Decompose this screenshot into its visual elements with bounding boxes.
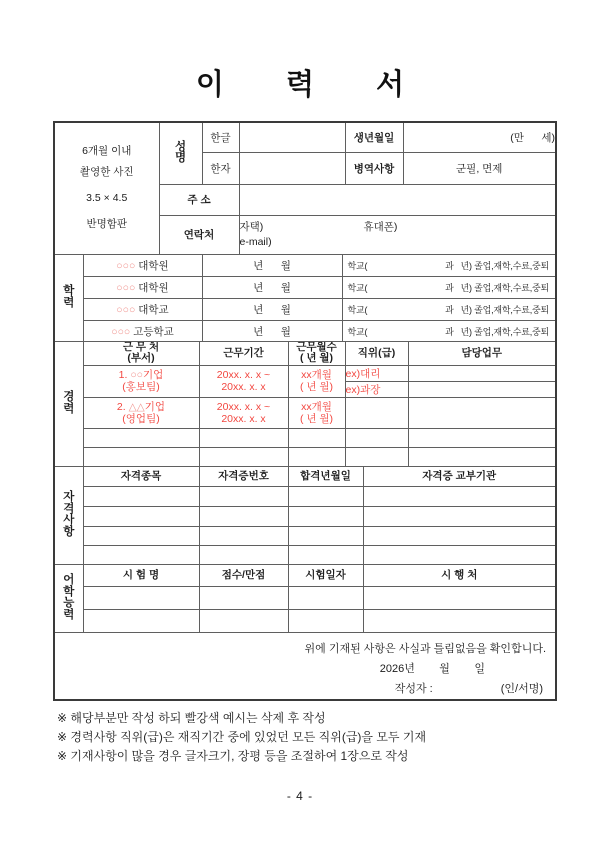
career-label: 경 력 [63, 391, 75, 415]
career-example-workplace: 2. △△기업 (영업팀) [83, 397, 199, 428]
career-empty-cell [288, 428, 345, 447]
education-status-options: 과 년) 졸업,재학,수료,중퇴 [445, 305, 549, 315]
military-label: 병역사항 [345, 152, 403, 184]
career-header-position: 직위(급) [345, 342, 408, 365]
footnote-line: ※ 경력사항 직위(급)은 재직기간 중에 있었던 모든 직위(급)을 모두 기재 [57, 730, 427, 744]
language-empty-cell [199, 609, 288, 632]
birthdate-field: (만 세) [403, 123, 555, 152]
education-section [55, 255, 555, 343]
language-empty-cell [83, 586, 199, 609]
education-school-cell [83, 277, 202, 299]
placeholder-circles: ○○○ [116, 282, 136, 294]
education-date-cell: 년 월 [202, 255, 342, 277]
hangul-label: 한글 [202, 123, 239, 152]
name-label-cell [159, 123, 202, 184]
photo-size-line: 3.5 × 4.5 [86, 192, 128, 205]
contact-home-label: 자택) [239, 220, 264, 233]
qualification-header-issuer: 자격증 교부기관 [363, 467, 555, 487]
career-empty-cell [345, 447, 408, 466]
contact-field [239, 215, 555, 254]
address-field [239, 184, 555, 215]
qualification-section [55, 467, 555, 566]
personal-info-section [55, 123, 555, 255]
qualification-label: 자 격 사 항 [63, 491, 75, 538]
language-header-date: 시험일자 [288, 565, 363, 586]
language-empty-cell [363, 609, 555, 632]
footnote-line: ※ 기재사항이 많을 경우 글자크기, 장평 등을 조절하여 1장으로 작성 [57, 749, 409, 763]
career-example-months: xx개월 ( 년 월) [288, 397, 345, 428]
hanja-label: 한자 [202, 152, 239, 184]
language-empty-cell [199, 586, 288, 609]
photo-instruction-line: 6개월 이내 [82, 145, 132, 158]
placeholder-circles: ○○○ [116, 259, 136, 272]
qualification-empty-cell [199, 507, 288, 527]
career-example-position-1: ex)대리 [345, 365, 408, 381]
confirmation-statement: 위에 기재된 사항은 사실과 틀림없음을 확인합니다. [304, 643, 546, 655]
career-empty-cell [199, 428, 288, 447]
career-section [55, 342, 555, 467]
career-example-period: 20xx. x. x ~ 20xx. x. x [199, 365, 288, 397]
qualification-empty-cell [363, 546, 555, 565]
qualification-header-number: 자격증번호 [199, 467, 288, 487]
contact-email-label: e-mail) [239, 235, 272, 248]
language-empty-cell [83, 609, 199, 632]
education-school-cell [83, 299, 202, 321]
education-school-cell [83, 255, 202, 277]
qualification-empty-cell [83, 546, 199, 565]
language-header-test: 시 험 명 [83, 565, 199, 586]
school-open-paren: 학교( [347, 283, 368, 293]
language-section [55, 565, 555, 633]
career-example-position-2: ex)과장 [345, 381, 408, 397]
seal-signature-label: (인/서명) [500, 683, 543, 695]
career-example-workplace: 1. ○○기업 (홍보팀) [83, 365, 199, 397]
footnote-line: ※ 해당부분만 작성 하되 빨강색 예시는 삭제 후 작성 [57, 711, 326, 725]
qualification-empty-cell [363, 507, 555, 527]
qualification-header-name: 자격종목 [83, 467, 199, 487]
qualification-empty-cell [288, 546, 363, 565]
photo-box [55, 123, 159, 254]
name-label: 성 명 [174, 140, 187, 165]
education-detail-cell [342, 255, 555, 277]
photo-instruction-line: 촬영한 사진 [79, 166, 134, 179]
education-detail-cell [342, 299, 555, 321]
page-number: - 4 - [286, 789, 314, 803]
school-type: 고등학교 [133, 325, 174, 338]
education-detail-cell [342, 321, 555, 342]
page-title: 이 력 서 [195, 69, 405, 101]
writer-label: 작성자 : [394, 683, 433, 695]
education-date-cell: 년 월 [202, 321, 342, 342]
qualification-empty-cell [199, 527, 288, 546]
education-date-cell: 년 월 [202, 277, 342, 299]
education-label: 학 력 [63, 285, 75, 309]
career-label-cell [55, 342, 83, 466]
career-empty-cell [345, 428, 408, 447]
signature-section [55, 633, 555, 704]
school-open-paren: 학교( [347, 326, 368, 337]
career-empty-cell [83, 447, 199, 466]
placeholder-circles: ○○ [130, 369, 144, 381]
qualification-empty-cell [288, 527, 363, 546]
qualification-empty-cell [363, 487, 555, 507]
footnotes [57, 709, 426, 766]
contact-mobile-label: 휴대폰) [363, 220, 398, 233]
language-empty-cell [363, 586, 555, 609]
education-status-options: 과 년) 졸업,재학,수료,중퇴 [445, 283, 549, 293]
qualification-empty-cell [83, 507, 199, 527]
school-open-paren: 학교( [347, 260, 368, 271]
military-value: 군필, 면제 [403, 152, 555, 184]
education-detail-cell [342, 277, 555, 299]
qualification-empty-cell [363, 527, 555, 546]
school-type: 대학교 [138, 304, 169, 316]
writer-line [55, 680, 555, 696]
education-status-options: 과 년) 졸업,재학,수료,중퇴 [445, 260, 549, 271]
resume-form-table [53, 121, 557, 701]
date-line: 2026년 월 일 [379, 663, 485, 675]
qualification-label-cell [55, 467, 83, 565]
education-status-options: 과 년) 졸업,재학,수료,중퇴 [445, 326, 549, 337]
photo-type-line: 반명함판 [86, 218, 128, 231]
language-header-org: 시 행 처 [363, 565, 555, 586]
hanja-name-field [239, 152, 345, 184]
language-label: 어 학 능 력 [63, 574, 75, 621]
placeholder-circles: ○○○ [111, 325, 131, 338]
career-header-workplace: 근 무 처 (부서) [83, 342, 199, 365]
hangul-name-field [239, 123, 345, 152]
qualification-header-date: 합격년월일 [288, 467, 363, 487]
placeholder-circles: ○○○ [116, 304, 136, 316]
career-empty-cell [288, 447, 345, 466]
placeholder-triangles: △△ [128, 400, 145, 413]
qualification-empty-cell [83, 487, 199, 507]
career-empty-cell [408, 428, 555, 447]
career-empty-cell [199, 447, 288, 466]
education-date-cell: 년 월 [202, 299, 342, 321]
career-empty-cell [408, 447, 555, 466]
qualification-empty-cell [288, 487, 363, 507]
career-header-duty: 담당업무 [408, 342, 555, 365]
language-header-score: 점수/만점 [199, 565, 288, 586]
career-duty-cell [408, 381, 555, 397]
career-empty-cell [83, 428, 199, 447]
education-label-cell [55, 255, 83, 342]
school-type: 대학원 [138, 259, 169, 272]
language-empty-cell [288, 609, 363, 632]
qualification-empty-cell [83, 527, 199, 546]
birthdate-label: 생년월일 [345, 123, 403, 152]
career-header-months: 근무월수 ( 년 월) [288, 342, 345, 365]
career-position-cell [345, 397, 408, 428]
career-example-months: xx개월 ( 년 월) [288, 365, 345, 397]
career-example-period: 20xx. x. x ~ 20xx. x. x [199, 397, 288, 428]
address-label: 주 소 [159, 184, 239, 215]
career-duty-cell [408, 397, 555, 428]
school-open-paren: 학교( [347, 305, 368, 315]
contact-label: 연락처 [159, 215, 239, 254]
qualification-empty-cell [199, 546, 288, 565]
school-type: 대학원 [138, 282, 169, 294]
language-empty-cell [288, 586, 363, 609]
education-school-cell [83, 321, 202, 342]
career-header-period: 근무기간 [199, 342, 288, 365]
career-duty-cell [408, 365, 555, 381]
qualification-empty-cell [199, 487, 288, 507]
language-label-cell [55, 565, 83, 632]
qualification-empty-cell [288, 507, 363, 527]
